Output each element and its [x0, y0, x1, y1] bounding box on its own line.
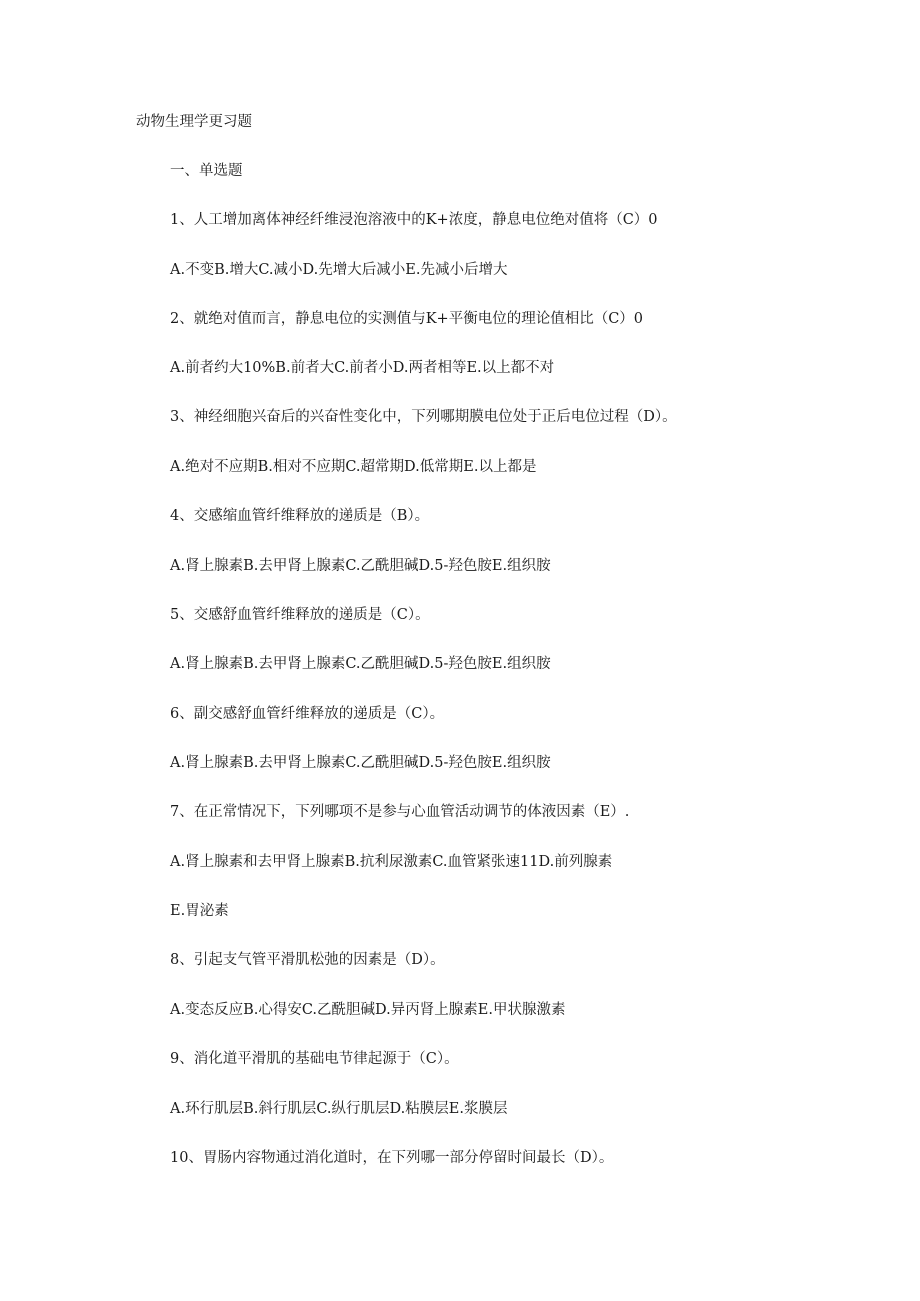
question-3: 3、神经细胞兴奋后的兴奋性变化中，下列哪期膜电位处于正后电位过程（D）。: [170, 409, 677, 425]
question-8: 8、引起支气管平滑肌松弛的因素是（D）。: [170, 952, 445, 968]
options-1: A.不变B.增大C.减小D.先增大后减小E.先减小后增大: [170, 262, 508, 278]
question-1: 1、人工增加离体神经纤维浸泡溶液中的K+浓度，静息电位绝对值将（C）0: [170, 212, 658, 228]
document-title: 动物生理学更习题: [136, 114, 252, 130]
options-6: A.肾上腺素B.去甲肾上腺素C.乙酰胆碱D.5-羟色胺E.组织胺: [170, 755, 551, 771]
options-4: A.肾上腺素B.去甲肾上腺素C.乙酰胆碱D.5-羟色胺E.组织胺: [170, 558, 551, 574]
question-9: 9、消化道平滑肌的基础电节律起源于（C）。: [170, 1051, 459, 1067]
options-8: A.变态反应B.心得安C.乙酰胆碱D.异丙肾上腺素E.甲状腺激素: [170, 1002, 566, 1018]
options-7: A.肾上腺素和去甲肾上腺素B.抗利尿激素C.血管紧张速11D.前列腺素: [170, 854, 613, 870]
question-10: 10、胃肠内容物通过消化道时，在下列哪一部分停留时间最长（D）。: [170, 1150, 614, 1166]
question-2: 2、就绝对值而言，静息电位的实测值与K+平衡电位的理论值相比（C）0: [170, 311, 644, 327]
question-6: 6、副交感舒血管纤维释放的递质是（C）。: [170, 706, 445, 722]
options-7-continued: E.胃泌素: [170, 903, 229, 919]
question-7: 7、在正常情况下，下列哪项不是参与心血管活动调节的体液因素（E）.: [170, 804, 630, 820]
options-3: A.绝对不应期B.相对不应期C.超常期D.低常期E.以上都是: [170, 459, 537, 475]
options-9: A.环行肌层B.斜行肌层C.纵行肌层D.粘膜层E.浆膜层: [170, 1101, 508, 1117]
options-5: A.肾上腺素B.去甲肾上腺素C.乙酰胆碱D.5-羟色胺E.组织胺: [170, 656, 551, 672]
section-heading: 一、单选题: [170, 163, 243, 179]
question-5: 5、交感舒血管纤维释放的递质是（C）。: [170, 607, 430, 623]
options-2: A.前者约大10%B.前者大C.前者小D.两者相等E.以上都不对: [170, 360, 555, 376]
question-4: 4、交感缩血管纤维释放的递质是（B）。: [170, 508, 430, 524]
